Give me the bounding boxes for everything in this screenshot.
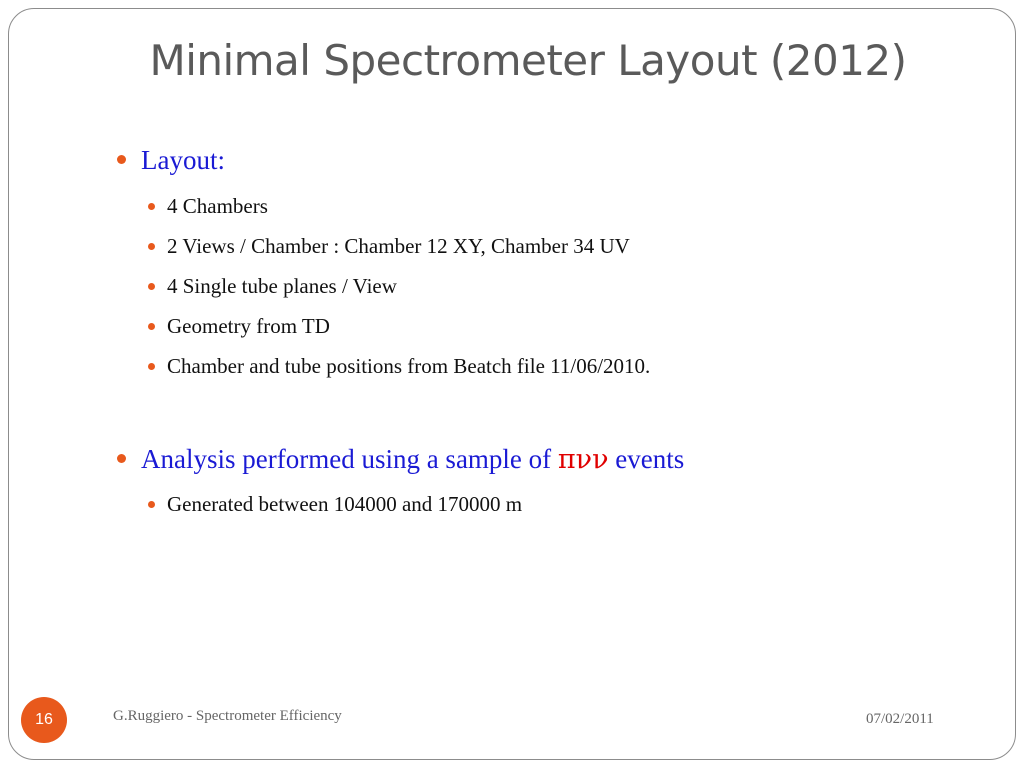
sub-bullet-positions — [148, 354, 650, 379]
bullet-label-after: events — [615, 444, 685, 474]
sub-bullet-dot-icon — [148, 243, 155, 250]
footer-date: 07/02/2011 — [866, 711, 934, 727]
sub-bullet-dot-icon — [148, 501, 155, 508]
sub-bullet-text: 4 Single tube planes / View — [167, 274, 397, 298]
bullet-analysis — [117, 444, 684, 475]
bullet-label: Layout: — [141, 145, 225, 175]
sub-bullet-text: Geometry from TD — [167, 314, 330, 338]
sub-bullet-dot-icon — [148, 283, 155, 290]
bullet-label-before: Analysis performed using a sample of — [141, 444, 552, 474]
sub-bullet-text: Chamber and tube positions from Beatch file 11/06/2010. — [167, 354, 651, 378]
sub-bullet-views — [148, 234, 630, 259]
sub-bullet-chambers — [148, 194, 268, 219]
sub-bullet-tube-planes — [148, 274, 397, 299]
sub-bullet-dot-icon — [148, 323, 155, 330]
greek-symbols: πνν — [557, 444, 609, 475]
footer-author-title: G.Ruggiero - Spectrometer Efficiency — [113, 708, 342, 724]
sub-bullet-geometry — [148, 314, 330, 339]
sub-bullet-dot-icon — [148, 203, 155, 210]
sub-bullet-dot-icon — [148, 363, 155, 370]
bullet-dot-icon — [117, 155, 126, 164]
slide-title: Minimal Spectrometer Layout (2012) — [149, 36, 907, 85]
sub-bullet-generated — [148, 492, 522, 517]
bullet-dot-icon — [117, 454, 126, 463]
sub-bullet-text: 2 Views / Chamber : Chamber 12 XY, Chamber 34 UV — [167, 234, 630, 258]
sub-bullet-text: Generated between 104000 and 170000 m — [167, 492, 523, 516]
bullet-layout — [117, 145, 225, 176]
slide-number-badge: 16 — [21, 697, 67, 743]
sub-bullet-text: 4 Chambers — [167, 194, 268, 218]
